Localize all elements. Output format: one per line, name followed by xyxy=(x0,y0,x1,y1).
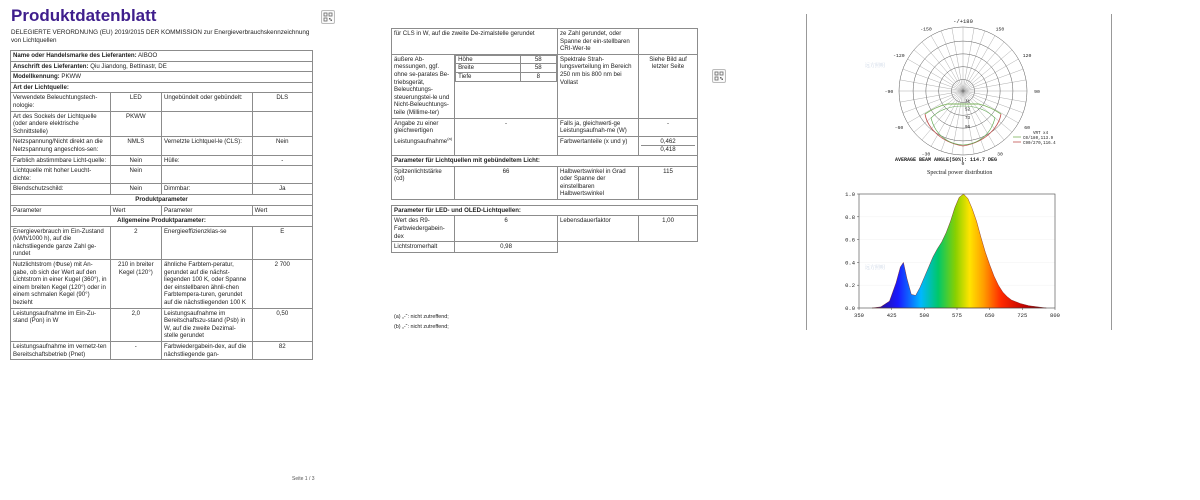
param-name: ähnliche Farbtem-peratur, gerundet auf die nächst-liegenden 100 K, oder Spanne der einstellbaren ähnli-chen Farbtempera-turen, gerundet auf die nächstliegenden 100 K xyxy=(161,260,252,309)
param-value: 6 xyxy=(455,216,558,242)
y-tick-label: 0.4 xyxy=(845,259,855,267)
section-heading-row xyxy=(11,194,313,205)
chroma-x-value: 0,462 xyxy=(660,137,676,145)
section-product-heading: Produktparameter xyxy=(11,194,313,205)
x-tick-label: 725 xyxy=(1017,312,1028,319)
param-name: Ungebündelt oder gebündelt: xyxy=(161,93,252,111)
param-name: Blendschutzschild: xyxy=(11,184,111,195)
watermark: 远方照明 xyxy=(865,265,886,271)
polar-legend-vrt: VRT x4 xyxy=(1033,132,1049,136)
light-type-heading: Art der Lichtquelle: xyxy=(11,82,313,93)
param-name xyxy=(161,111,252,137)
table-row xyxy=(11,155,313,166)
model-label: Modellkennung: xyxy=(13,73,60,81)
table-row xyxy=(11,111,313,137)
table-row xyxy=(392,118,698,136)
param-name: Spitzenlichtstärke (cd) xyxy=(392,166,455,199)
datasheet-page-2 xyxy=(386,0,706,500)
polar-angle-label: 60 xyxy=(1024,126,1030,131)
polar-angle-label: -30 xyxy=(921,152,931,158)
param-value: - xyxy=(252,155,312,166)
polar-angle-label: 120 xyxy=(1022,54,1032,59)
param-value: 2 700 xyxy=(252,260,312,309)
light-type-heading-row xyxy=(11,82,313,93)
dimension-key: Höhe xyxy=(456,55,521,64)
table-row xyxy=(11,166,313,184)
y-tick-label: 0.0 xyxy=(845,305,855,312)
polar-angle-label: -150 xyxy=(920,27,932,33)
section-heading-row xyxy=(392,205,698,216)
supplier-name-label: Name oder Handelsmarke des Lieferanten: xyxy=(13,52,137,59)
table-row xyxy=(11,342,313,360)
polar-angle-label: 0 xyxy=(961,162,965,167)
param-name: für CLS in W, auf die zweite De-zimalstelle gerundet xyxy=(392,29,558,55)
param-value: Nein xyxy=(110,184,161,195)
param-value: DLS xyxy=(252,93,312,111)
param-name: Lichtquelle mit hoher Leucht-dichte: xyxy=(11,166,111,184)
param-name: Energieverbrauch im Ein-Zustand (kWh/1000 h), auf die nächstliegende ganze Zahl ge-rundet xyxy=(11,226,111,259)
scan-icon[interactable] xyxy=(712,69,726,83)
page-number: Seite 1 / 3 xyxy=(292,476,315,482)
product-table-continued xyxy=(391,28,698,253)
polar-ring-label: 52 xyxy=(965,108,971,113)
param-name: Farbwertanteile (x und y) xyxy=(558,136,639,155)
param-name: Hülle: xyxy=(161,155,252,166)
param-value: 115 xyxy=(639,166,698,199)
polar-angle-label: -120 xyxy=(893,54,905,59)
param-value: E xyxy=(252,226,312,259)
column-header: Parameter xyxy=(11,205,111,216)
polar-angle-label: 150 xyxy=(995,27,1005,33)
table-row xyxy=(392,216,698,242)
polar-angle-label: 30 xyxy=(997,152,1003,158)
param-name: Dimmbar: xyxy=(161,184,252,195)
footnote-ref: (a) xyxy=(447,135,453,141)
param-value: 0,50 xyxy=(252,308,312,341)
x-tick-label: 575 xyxy=(952,312,962,319)
dimension-row xyxy=(456,64,557,73)
param-value: LED xyxy=(110,93,161,111)
param-name xyxy=(161,166,252,184)
param-name: Leistungsaufnahme im vernetz-ten Bereitschaftsbetrieb (Pnet) xyxy=(11,342,111,360)
column-header-row xyxy=(11,205,313,216)
watermark: 远方照明 xyxy=(865,63,886,69)
polar-ring-label: 31 xyxy=(965,100,971,105)
param-name: Netzspannung/Nicht direkt an die Netzspannung angeschlos-sen: xyxy=(11,137,111,155)
param-name: Farbwiedergabein-dex, auf die nächstliegende gan- xyxy=(161,342,252,360)
param-value: - xyxy=(110,342,161,360)
supplier-address-value: Qiu Jiandong, Bettinastr, DE xyxy=(90,62,167,70)
supplier-address-row xyxy=(11,61,313,72)
section-heading-row xyxy=(11,216,313,227)
qr-scan-icon xyxy=(323,12,333,22)
param-value: - xyxy=(639,118,698,136)
table-row xyxy=(392,242,698,253)
dimension-value: 8 xyxy=(520,72,556,81)
param-value: 2,0 xyxy=(110,308,161,341)
param-value: NMLS xyxy=(110,137,161,155)
dimension-row xyxy=(456,55,557,64)
table-row xyxy=(392,29,698,55)
param-value: 210 in breiter Kegel (120°) xyxy=(110,260,161,309)
dimension-value: 58 xyxy=(520,55,556,64)
y-tick-label: 0.2 xyxy=(845,282,855,290)
spectral-area xyxy=(872,194,1046,308)
param-name: Art des Sockels der Lichtquelle (oder andere elektrische Schnittstelle) xyxy=(11,111,111,137)
polar-angle-label: -60 xyxy=(894,126,904,131)
table-row xyxy=(392,166,698,199)
model-row xyxy=(11,72,313,83)
param-name: Farblich abstimmbare Licht-quelle: xyxy=(11,155,111,166)
param-value: 2 xyxy=(110,226,161,259)
x-tick-label: 800 xyxy=(1050,312,1060,319)
param-name: Falls ja, gleichwerti-ge Leistungsaufnah-me (W) xyxy=(558,118,639,136)
param-name: Leistungsaufnahme im Ein-Zu-stand (Pon) in W xyxy=(11,308,111,341)
param-name: Energieeffizienzklas-se xyxy=(161,226,252,259)
table-row xyxy=(11,260,313,309)
x-tick-label: 500 xyxy=(919,312,930,319)
param-name: Halbwertswinkel in Grad oder Spanne der einstellbaren Halbwertswinkel xyxy=(558,166,639,199)
table-row xyxy=(11,93,313,111)
dimension-row xyxy=(456,72,557,81)
x-tick-label: 650 xyxy=(984,312,995,319)
qr-scan-icon xyxy=(714,71,724,81)
x-tick-label: 425 xyxy=(886,312,897,319)
supplier-name-row xyxy=(11,51,313,62)
section-led-heading: Parameter für LED- und OLED-Lichtquellen: xyxy=(392,205,698,216)
table-row xyxy=(11,226,313,259)
param-value: 66 xyxy=(455,166,558,199)
regulation-subtitle: DELEGIERTE VERORDNUNG (EU) 2019/2015 DER KOMMISSION zur Energieverbrauchskennzeichnung von Lichtquellen xyxy=(11,29,310,44)
polar-ring-label: 73 xyxy=(965,116,971,121)
page-title: Produktdatenblatt xyxy=(11,6,157,25)
column-header: Wert xyxy=(110,205,161,216)
param-name xyxy=(392,118,455,155)
y-tick-label: 0.8 xyxy=(845,213,855,221)
polar-caption: AVERAGE BEAM ANGLE(50%): 114.7 DEG xyxy=(895,157,998,163)
supplier-address-label: Anschrift des Lieferanten: xyxy=(13,62,89,70)
param-name: äußere Ab-messungen, ggf. ohne se-parates Be-triebsgerät, Beleuchtungs-steuerungstei-le und Nicht-Beleuchtungs-teile (Millime-ter) xyxy=(392,54,455,118)
product-table xyxy=(10,50,313,360)
polar-ring-label: 96 xyxy=(965,126,971,131)
param-name: ze Zahl gerundet, oder Spanne der ein-stellbaren CRI-Wer-te xyxy=(558,29,639,55)
polar-grid xyxy=(899,27,1027,158)
y-tick-label: 0.6 xyxy=(845,236,855,244)
column-header: Wert xyxy=(252,205,312,216)
model-value: PKWW xyxy=(61,73,82,81)
param-value: 0,98 xyxy=(455,242,558,253)
param-name: Lebensdauerfaktor xyxy=(558,216,639,242)
param-value: Siehe Bild auf letzter Seite xyxy=(639,54,698,118)
param-name: Verwendete Beleuchtungstech-nologie: xyxy=(11,93,111,111)
section-general-heading: Allgemeine Produktparameter: xyxy=(11,216,313,227)
chart-y-tick-labels xyxy=(845,191,859,312)
polar-top-label: -/+180 xyxy=(953,18,973,25)
y-tick-label: 1.0 xyxy=(845,191,855,198)
param-value xyxy=(252,111,312,137)
table-row xyxy=(11,184,313,195)
param-name: Nutzlichtstrom (Φuse) mit An-gabe, ob sich der Wert auf den Lichtstrom in einer Kugel (360°), in einem breiten Kegel (120°) oder in einem schmalen Kegel (90°) bezieht xyxy=(11,260,111,309)
param-value: PKWW xyxy=(110,111,161,137)
footnote: (a) „-“: nicht zutreffend; xyxy=(394,314,449,320)
chart-x-tick-labels xyxy=(854,308,1060,319)
param-value: Nein xyxy=(252,137,312,155)
spectral-caption: Spectral power distribution xyxy=(927,170,993,176)
table-row xyxy=(11,308,313,341)
param-value: 82 xyxy=(252,342,312,360)
table-row xyxy=(392,54,698,118)
datasheet-page-1 xyxy=(0,0,322,500)
polar-angle-label: 90 xyxy=(1034,90,1040,95)
datasheet-page-3 xyxy=(806,14,1112,330)
param-value: 1,00 xyxy=(639,216,698,242)
column-header: Parameter xyxy=(161,205,252,216)
scan-icon[interactable] xyxy=(321,10,335,24)
param-value: Nein xyxy=(110,166,161,184)
param-name: Vernetzte Lichtquel-le (CLS): xyxy=(161,137,252,155)
dimension-key: Tiefe xyxy=(456,72,521,81)
x-tick-label: 350 xyxy=(854,312,864,319)
dimension-key: Breite xyxy=(456,64,521,73)
dimensions-table xyxy=(455,55,557,82)
dimensions-cell xyxy=(455,54,558,118)
param-value: Ja xyxy=(252,184,312,195)
polar-light-distribution xyxy=(807,14,1113,174)
param-name-text: Angabe zu einer gleichwertigen Leistungsaufnahme xyxy=(394,119,448,145)
chroma-y-value: 0,418 xyxy=(641,145,695,154)
section-heading-row xyxy=(392,155,698,166)
polar-legend-c0: C0/180,113.9 xyxy=(1023,137,1054,141)
footnote: (b) „-“: nicht zutreffend; xyxy=(394,324,449,330)
param-value xyxy=(252,166,312,184)
param-name: Wert des R9-Farbwiedergabein-dex xyxy=(392,216,455,242)
param-value xyxy=(639,136,698,155)
dimension-value: 58 xyxy=(520,64,556,73)
table-row xyxy=(11,137,313,155)
param-name: Leistungsaufnahme im Bereitschaftszu-stand (Psb) in W, auf die zweite Dezimal-stelle gerundet xyxy=(161,308,252,341)
param-value: - xyxy=(455,118,558,155)
param-value: Nein xyxy=(110,155,161,166)
supplier-name-value: AIBOO xyxy=(137,52,158,59)
spectral-power-chart xyxy=(807,184,1113,334)
polar-legend-c90: C90/270,116.4 xyxy=(1023,142,1056,146)
section-bundled-heading: Parameter für Lichtquellen mit gebündeltem Licht: xyxy=(392,155,698,166)
polar-angle-label: -90 xyxy=(884,90,894,95)
param-name: Lichtstromerhalt xyxy=(392,242,455,253)
param-name: Spektrale Strah-lungsverteilung im Bereich 250 nm bis 800 nm bei Vollast xyxy=(558,54,639,118)
